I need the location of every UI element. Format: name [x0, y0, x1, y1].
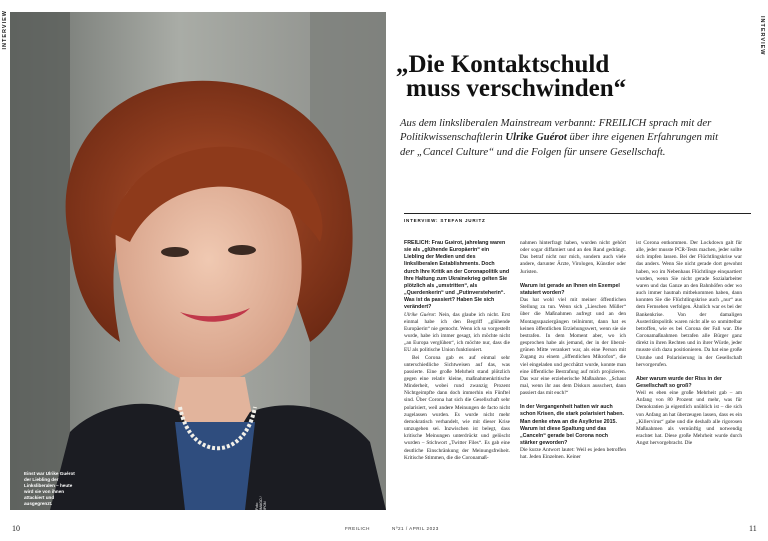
answer-3: Die kurze Antwort lautet: Weil es jeden betroffen hat. Jeden Einzelnen. Keiner — [520, 447, 626, 461]
column-3-paragraph-1: ist Corona entkommen. Der Lockdown galt für alle, jeder musste PCR-Tests machen, jeder sollte sich impfen lassen. Bei der Flüchtlingskrise war das anders. Wenn Sie nicht gerade dort gewohnt haben, wo im Nebenhaus Flüchtlinge einquartiert wurden, wenn Sie nicht gerade Sozialarbeiter waren und das Ganze an den Bahnhöfen oder wo auch immer hautnah mitbekommen haben, dann konnten Sie die Flüchtlingskrise auch „nur“ aus dem Fernsehen verfolgen. Ähnlich war es bei der Bankenkrise. Von der damaligen Austeritätspolitik waren nicht alle so unmittelbar betroffen, wie es bei Corona der Fall war. Die Coronamaßnahmen betrafen alle Bürger ganz direkt in ihren Rechten und in ihrer Würde, jeder musste sich dazu positionieren. Da hat eine große Unruhe und Polarisierung in der Gesellschaft hervorgerufen. — [636, 240, 742, 368]
deck-part-1: Aus dem linksliberalen Mainstream verbannt: FREILICH sprach mit der Politikwissenschaftlerin — [400, 117, 712, 144]
byline: INTERVIEW: STEFAN JURITZ — [404, 218, 486, 223]
byline-rule — [404, 213, 751, 214]
photo-caption: Einst war Ulrike Guérot der Liebling der Linksliberalen – heute wird sie von ihnen attackiert und ausgegrenzt. — [24, 471, 75, 506]
answer-1-continued: Bei Corona gab es auf einmal sehr unterschiedliche Sichtweisen auf das, was passierte. Eine große Mehrheit stand plötzlich gegen eine relativ kleine, maßnahmenkritische Minderheit, wobei rund zwanzig Prozent Nichtgeimpfte dann doch immerhin ein Fünftel sind. Über Corona hat sich die Gesellschaft sehr polarisiert, weil andere Meinungen de facto nicht zugelassen wurden. Es wurde nicht mehr demokratisch verhandelt, wie mit dieser Krise umzugehen sei. Inzwischen ist belegt, dass kritische Meinungen unterdrückt und gelöscht wurden – Stichwort „Twitter Files“. Es gab eine deutliche Einschränkung der Meinungsfreiheit. Kritische Stimmen, die die Coronamaß- — [404, 354, 510, 461]
photo-credit: Foto: IMAGO / IPON — [255, 496, 267, 510]
page-number-right: 11 — [749, 524, 757, 533]
question-3: In der Vergangenheit hatten wir auch schon Krisen, die stark polarisiert haben. Man denke etwa an die Asylkrise 2015. Warum ist diese Spaltung und das „Canceln“ gerade bei Corona noch stärker geworden? — [520, 404, 624, 447]
deck-interviewee-name: Ulrike Guérot — [505, 131, 567, 144]
question-2: Warum ist gerade an Ihnen ein Exempel statuiert worden? — [520, 282, 620, 296]
page-number-left: 10 — [12, 524, 20, 533]
portrait-illustration — [10, 12, 386, 510]
text-column-3 — [636, 240, 742, 447]
headline-line-2: muss verschwinden“ — [406, 74, 627, 102]
headline-line-1: „Die Kontaktschuld — [396, 51, 610, 78]
footer-masthead: FREILICH — [345, 526, 370, 531]
intro-deck — [400, 116, 730, 159]
answer-4: Weil es eben eine große Mehrheit gab – am Anfang von 80 Prozent und mehr, was für Demokratien ja eigentlich unüblich ist – die sich von Anfang an hat überzeugen lassen, dass es ein „Killervirus“ gabe und die deshalb alle rigorosen Maßnahmen als vernünftig und notwendig erachtet hat. Diese große Mehrheit wurde durch Angst hervorgebracht. Die — [636, 390, 742, 447]
question-1: FREILICH: Frau Guérot, jahrelang waren sie als „glühende Europäerin“ ein Liebling der Medien und des linksliberalen Establishments. Doch durch Ihre Kritik an der Coronapolitik und Ihre Haltung zum Ukrainekrieg gelten Sie plötzlich als „umstritten“, als „Querdenkerin“ und „Putinversteherin“. Was ist da passiert? Haben Sie sich verändert? — [404, 240, 510, 311]
column-2-paragraph-1: nahmen hinterfragt haben, wurden nicht gehört oder sogar diffamiert und an den Rand gedrängt. Das betraf nicht nur mich, sondern auch viele andere, darunter Ärzte, Virologen, Künstler oder Juristen. — [520, 240, 626, 275]
answer-2: Das hat wohl viel mit meiner öffentlichen Stellung zu tun. Wenn sich „Lieschen Müller“ über die Maßnahmen aufregt und an den Montagsspaziergängen teilnimmt, dann hat es keinen öffentlichen Erziehungswert, wenn sie sie bestrafen. In dem Moment aber, wo ich gesprochen habe als jemand, der in der liberal-grünen Mitte verankert war, als eine Person mit Zugang zu einem „öffentlichen Mikrofon“, die viel eingeladen und gecchätzt wurde, konnte man eine öffentliche Bestrafung auf mich projizieren. Das war eine erzieherische Maßnahme. „Schaut mal, wenn ihr aus dem Diskurs ausschert, dann passiert das mit euch!“ — [520, 297, 626, 397]
text-column-1 — [404, 240, 510, 462]
deck-part-2: über ihre eigenen Erfahrungen mit der „Cancel Culture“ und die Folgen für unsere Gesellschaft. — [400, 131, 719, 158]
answer-speaker: Ulrike Guérot: — [404, 311, 437, 318]
answer-1-text: Nein, das glaube ich nicht. Erst einmal habe ich den Begriff „glühende Europäerin“ nie gemocht. Wenn ich so vorgestellt wurde, habe ich immer gesagt, ich möchte nicht „an Europa verglühen“, ich möchte nur, dass die EU als politische Union funktioniert. — [404, 311, 510, 354]
text-column-2 — [520, 240, 626, 462]
question-4: Aber warum wurde der Riss in der Gesellschaft so groß? — [636, 375, 722, 389]
headline — [396, 53, 696, 100]
section-label-right: INTERVIEW — [759, 16, 765, 56]
portrait-photo — [10, 12, 386, 510]
section-label-left: INTERVIEW — [2, 10, 8, 50]
footer-issue: Nº21 / APRIL 2023 — [392, 526, 439, 531]
answer-1 — [404, 312, 510, 355]
